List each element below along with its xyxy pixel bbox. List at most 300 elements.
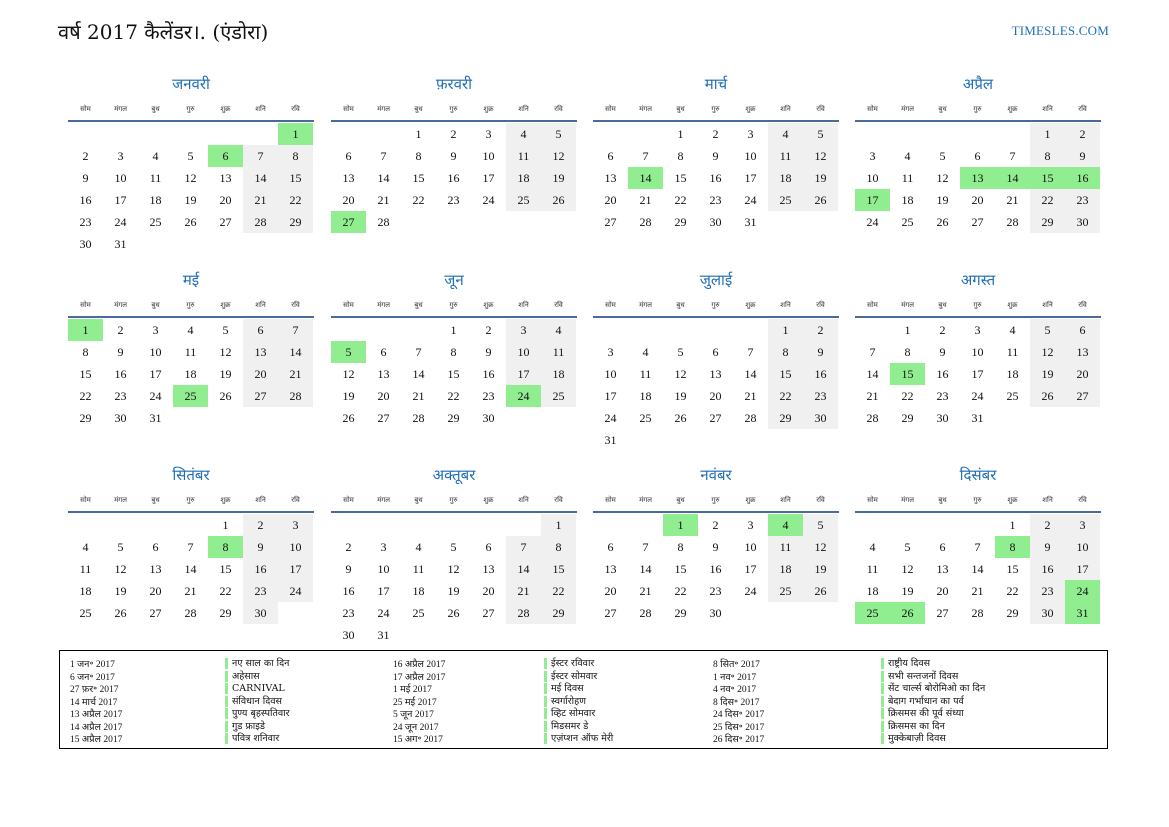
day-cell: 20	[709, 389, 722, 403]
day-cell: 18	[768, 167, 803, 189]
day-name: रवि	[291, 105, 300, 113]
holiday-name: एज़ंप्शन ऑफ मेरी	[544, 733, 613, 744]
day-cell: 5	[1030, 319, 1065, 341]
day-cell: 24	[114, 215, 127, 229]
holiday-day-cell: 15	[890, 363, 925, 385]
day-cell: 29	[219, 606, 232, 620]
month-6	[331, 270, 577, 448]
day-name: सोम	[605, 496, 616, 504]
month-12	[855, 465, 1101, 643]
day-name: रवि	[1078, 301, 1087, 309]
holiday-date: 1 मई 2017	[393, 685, 432, 695]
day-cell: 12	[803, 145, 838, 167]
month-name: अप्रैल	[962, 75, 994, 93]
day-cell: 3	[278, 514, 313, 536]
day-cell: 16	[114, 367, 127, 381]
day-cell: 9	[712, 540, 719, 554]
day-name: मंगल	[639, 105, 652, 113]
day-cell: 11	[901, 171, 914, 185]
day-cell: 31	[149, 411, 162, 425]
day-name: सोम	[605, 301, 616, 309]
day-cell: 8	[450, 345, 457, 359]
day-cell: 11	[866, 562, 879, 576]
day-cell: 29	[79, 411, 92, 425]
day-cell: 15	[447, 367, 460, 381]
day-cell: 13	[342, 171, 355, 185]
day-cell: 24	[482, 193, 495, 207]
holiday-day-cell: 27	[331, 211, 366, 233]
holiday-day-cell: 14	[995, 167, 1030, 189]
day-name: बुध	[414, 301, 423, 309]
day-cell: 27	[377, 411, 390, 425]
day-cell: 22	[674, 584, 687, 598]
day-cell: 20	[482, 584, 495, 598]
holiday-name: अहेसास	[225, 671, 260, 682]
day-cell: 30	[342, 628, 355, 642]
holiday-day-cell: 25	[173, 385, 208, 407]
day-cell: 17	[971, 367, 984, 381]
header-rule	[68, 511, 314, 513]
day-cell: 21	[243, 189, 278, 211]
day-cell: 27	[1065, 385, 1100, 407]
holiday-day-cell: 13	[960, 167, 995, 189]
day-cell: 19	[803, 558, 838, 580]
holiday-name: ईस्टर रविवार	[544, 658, 594, 669]
day-cell: 10	[114, 171, 127, 185]
day-cell: 22	[412, 193, 425, 207]
month-1	[68, 74, 314, 252]
day-cell: 22	[541, 580, 576, 602]
day-cell: 7	[243, 145, 278, 167]
day-cell: 25	[79, 606, 92, 620]
day-cell: 9	[803, 341, 838, 363]
day-name: मंगल	[114, 301, 127, 309]
day-cell: 2	[803, 319, 838, 341]
day-cell: 28	[744, 411, 757, 425]
day-cell: 19	[803, 167, 838, 189]
day-cell: 3	[869, 149, 876, 163]
day-cell: 17	[744, 171, 757, 185]
day-cell: 14	[744, 367, 757, 381]
day-cell: 13	[1065, 341, 1100, 363]
day-cell: 3	[607, 345, 614, 359]
day-cell: 18	[768, 558, 803, 580]
month-name: जनवरी	[172, 75, 210, 93]
day-cell: 15	[768, 363, 803, 385]
day-name: शुक्र	[1007, 496, 1018, 504]
day-cell: 25	[768, 189, 803, 211]
day-cell: 9	[712, 149, 719, 163]
day-cell: 14	[184, 562, 197, 576]
day-cell: 10	[149, 345, 162, 359]
day-cell: 21	[1006, 193, 1019, 207]
month-name: जुलाई	[699, 271, 733, 289]
day-cell: 12	[803, 536, 838, 558]
header-rule	[331, 316, 577, 318]
day-cell: 8	[82, 345, 89, 359]
day-name: मंगल	[901, 496, 914, 504]
holiday-name: मिडसमर डे	[544, 721, 588, 732]
day-cell: 11	[768, 145, 803, 167]
day-name: शनि	[1042, 105, 1053, 113]
day-cell: 28	[866, 411, 879, 425]
day-cell: 6	[939, 540, 946, 554]
day-cell: 20	[936, 584, 949, 598]
day-cell: 29	[1006, 606, 1019, 620]
day-cell: 9	[1030, 536, 1065, 558]
site-link[interactable]: TIMESLES.COM	[1011, 23, 1109, 38]
holiday-name: मुक्केबाज़ी दिवस	[881, 733, 946, 744]
day-cell: 13	[243, 341, 278, 363]
day-cell: 15	[412, 171, 425, 185]
day-cell: 5	[187, 149, 194, 163]
day-cell: 12	[219, 345, 232, 359]
holiday-day-cell: 5	[331, 341, 366, 363]
day-cell: 8	[278, 145, 313, 167]
header-rule	[68, 316, 314, 318]
day-cell: 7	[642, 540, 649, 554]
day-name: गुरु	[973, 301, 982, 309]
day-cell: 23	[243, 580, 278, 602]
day-cell: 17	[1065, 558, 1100, 580]
day-cell: 4	[642, 345, 649, 359]
day-cell: 5	[904, 540, 911, 554]
day-name: मंगल	[114, 105, 127, 113]
day-cell: 8	[415, 149, 422, 163]
holiday-day-cell: 8	[995, 536, 1030, 558]
day-cell: 4	[187, 323, 194, 337]
holiday-date: 26 दिस॰ 2017	[713, 735, 765, 745]
holiday-name: CARNIVAL	[225, 683, 285, 694]
day-cell: 17	[377, 584, 390, 598]
day-cell: 14	[377, 171, 390, 185]
day-cell: 4	[152, 149, 159, 163]
day-name: सोम	[80, 496, 91, 504]
day-cell: 26	[114, 606, 127, 620]
day-cell: 27	[709, 411, 722, 425]
day-cell: 1	[768, 319, 803, 341]
day-cell: 24	[971, 389, 984, 403]
day-name: शनि	[780, 301, 791, 309]
day-cell: 18	[866, 584, 879, 598]
holiday-day-cell: 1	[68, 319, 103, 341]
day-cell: 2	[939, 323, 946, 337]
day-cell: 22	[901, 389, 914, 403]
day-name: शनि	[518, 301, 529, 309]
day-cell: 17	[114, 193, 127, 207]
day-cell: 10	[866, 171, 879, 185]
day-cell: 25	[1006, 389, 1019, 403]
day-name: शनि	[1042, 496, 1053, 504]
holiday-name: सभी सन्तजनों दिवस	[881, 671, 958, 682]
holiday-date: 25 दिस॰ 2017	[713, 722, 765, 733]
day-cell: 29	[278, 211, 313, 233]
header-rule	[855, 120, 1101, 122]
day-cell: 6	[345, 149, 352, 163]
day-cell: 11	[79, 562, 92, 576]
day-name: शनि	[255, 496, 266, 504]
day-cell: 4	[869, 540, 876, 554]
day-name: शुक्र	[483, 301, 494, 309]
day-cell: 19	[901, 584, 914, 598]
month-name: सितंबर	[172, 466, 210, 484]
day-name: बुध	[938, 496, 947, 504]
holiday-date: 15 अग॰ 2017	[393, 735, 443, 745]
day-cell: 16	[447, 171, 460, 185]
day-cell: 2	[1030, 514, 1065, 536]
day-cell: 23	[709, 584, 722, 598]
holiday-date: 14 अप्रैल 2017	[70, 722, 123, 733]
day-cell: 10	[482, 149, 495, 163]
day-cell: 1	[541, 514, 576, 536]
day-cell: 22	[674, 193, 687, 207]
day-name: रवि	[554, 105, 563, 113]
day-cell: 12	[541, 145, 576, 167]
day-cell: 10	[1065, 536, 1100, 558]
day-cell: 10	[744, 540, 757, 554]
day-cell: 19	[674, 389, 687, 403]
day-cell: 21	[639, 584, 652, 598]
day-cell: 3	[747, 127, 754, 141]
holiday-date: 1 जन॰ 2017	[70, 660, 115, 670]
holiday-name: क्रिसमस का दिन	[881, 721, 945, 732]
page-title: वर्ष 2017 कैलेंडर।. (एंडोरा)	[58, 20, 269, 44]
holiday-day-cell: 26	[890, 602, 925, 624]
day-cell: 23	[936, 389, 949, 403]
day-cell: 23	[1030, 580, 1065, 602]
day-cell: 28	[243, 211, 278, 233]
day-cell: 1	[450, 323, 457, 337]
day-cell: 20	[604, 584, 617, 598]
day-cell: 11	[412, 562, 425, 576]
day-name: शनि	[780, 105, 791, 113]
day-name: सोम	[867, 496, 878, 504]
day-cell: 25	[639, 411, 652, 425]
day-cell: 2	[117, 323, 124, 337]
holiday-name: ईस्टर सोमवार	[544, 671, 597, 682]
day-cell: 16	[1030, 558, 1065, 580]
day-name: सोम	[605, 105, 616, 113]
day-cell: 31	[971, 411, 984, 425]
day-name: बुध	[414, 496, 423, 504]
day-cell: 16	[803, 363, 838, 385]
day-cell: 18	[79, 584, 92, 598]
day-cell: 13	[482, 562, 495, 576]
day-cell: 5	[939, 149, 946, 163]
day-name: मंगल	[377, 301, 390, 309]
holiday-name: स्वर्गारोहण	[544, 696, 586, 707]
day-cell: 23	[709, 193, 722, 207]
day-cell: 4	[82, 540, 89, 554]
day-name: गुरु	[449, 105, 458, 113]
day-cell: 19	[936, 193, 949, 207]
day-cell: 25	[541, 385, 576, 407]
day-cell: 1	[904, 323, 911, 337]
day-cell: 5	[803, 123, 838, 145]
day-cell: 29	[768, 407, 803, 429]
day-name: शुक्र	[220, 105, 231, 113]
day-name: बुध	[676, 496, 685, 504]
day-name: रवि	[816, 105, 825, 113]
day-cell: 28	[1006, 215, 1019, 229]
holiday-day-cell: 6	[208, 145, 243, 167]
day-cell: 3	[117, 149, 124, 163]
day-cell: 18	[149, 193, 162, 207]
day-name: शनि	[518, 496, 529, 504]
day-cell: 28	[184, 606, 197, 620]
day-name: शनि	[518, 105, 529, 113]
day-name: शनि	[780, 496, 791, 504]
day-cell: 27	[604, 606, 617, 620]
holiday-name: गुड फ्राइडे	[225, 721, 265, 732]
day-cell: 11	[184, 345, 197, 359]
day-cell: 19	[184, 193, 197, 207]
day-cell: 9	[1065, 145, 1100, 167]
day-name: शुक्र	[220, 496, 231, 504]
day-cell: 10	[377, 562, 390, 576]
holiday-day-cell: 25	[855, 602, 890, 624]
day-name: रवि	[554, 496, 563, 504]
day-cell: 8	[1030, 145, 1065, 167]
day-cell: 23	[803, 385, 838, 407]
holiday-day-cell: 24	[1065, 580, 1100, 602]
day-cell: 25	[768, 580, 803, 602]
day-cell: 26	[541, 189, 576, 211]
day-cell: 25	[149, 215, 162, 229]
day-cell: 21	[278, 363, 313, 385]
day-name: रवि	[816, 496, 825, 504]
holiday-day-cell: 17	[855, 189, 890, 211]
day-cell: 4	[904, 149, 911, 163]
day-cell: 13	[604, 171, 617, 185]
month-9	[68, 465, 314, 643]
day-name: शनि	[1042, 301, 1053, 309]
day-name: सोम	[867, 301, 878, 309]
month-3	[593, 74, 839, 252]
day-cell: 18	[412, 584, 425, 598]
day-cell: 29	[901, 411, 914, 425]
day-cell: 29	[1030, 211, 1065, 233]
day-cell: 26	[447, 606, 460, 620]
day-cell: 1	[1009, 518, 1016, 532]
holiday-day-cell: 1	[278, 123, 313, 145]
day-cell: 25	[901, 215, 914, 229]
day-cell: 5	[222, 323, 229, 337]
holiday-date: 4 नव॰ 2017	[713, 685, 757, 695]
header-rule	[593, 120, 839, 122]
day-name: बुध	[151, 301, 160, 309]
day-cell: 19	[541, 167, 576, 189]
day-cell: 19	[114, 584, 127, 598]
day-cell: 9	[939, 345, 946, 359]
day-cell: 28	[377, 215, 390, 229]
holiday-name: नए साल का दिन	[225, 658, 289, 669]
day-cell: 2	[345, 540, 352, 554]
day-cell: 17	[744, 562, 757, 576]
day-name: शुक्र	[220, 301, 231, 309]
holiday-date: 16 अप्रैल 2017	[393, 660, 446, 670]
day-cell: 27	[149, 606, 162, 620]
day-name: सोम	[80, 301, 91, 309]
day-cell: 11	[506, 145, 541, 167]
day-cell: 13	[219, 171, 232, 185]
day-cell: 22	[1030, 189, 1065, 211]
day-cell: 21	[744, 389, 757, 403]
header-rule	[331, 511, 577, 513]
day-name: रवि	[554, 301, 563, 309]
day-cell: 8	[541, 536, 576, 558]
day-cell: 15	[1006, 562, 1019, 576]
month-8	[855, 270, 1101, 448]
day-cell: 31	[114, 237, 127, 251]
holiday-name: संविधान दिवस	[225, 696, 282, 707]
day-name: शुक्र	[1007, 105, 1018, 113]
day-cell: 1	[1030, 123, 1065, 145]
day-cell: 2	[243, 514, 278, 536]
day-cell: 7	[1009, 149, 1016, 163]
month-name: दिसंबर	[959, 466, 997, 484]
day-cell: 13	[377, 367, 390, 381]
day-cell: 9	[117, 345, 124, 359]
holiday-date: 15 अप्रैल 2017	[70, 735, 123, 745]
day-cell: 15	[674, 562, 687, 576]
day-cell: 10	[278, 536, 313, 558]
day-cell: 22	[768, 385, 803, 407]
day-cell: 8	[677, 149, 684, 163]
day-cell: 8	[677, 540, 684, 554]
day-cell: 24	[377, 606, 390, 620]
holiday-date: 6 जन॰ 2017	[70, 672, 115, 683]
day-cell: 27	[936, 606, 949, 620]
day-cell: 6	[607, 540, 614, 554]
day-cell: 11	[149, 171, 162, 185]
month-name: मई	[182, 271, 200, 289]
day-cell: 5	[541, 123, 576, 145]
day-cell: 27	[971, 215, 984, 229]
day-cell: 26	[674, 411, 687, 425]
day-cell: 30	[936, 411, 949, 425]
month-11	[593, 465, 839, 643]
day-cell: 30	[709, 606, 722, 620]
day-cell: 6	[607, 149, 614, 163]
day-name: रवि	[291, 496, 300, 504]
holiday-date: 1 नव॰ 2017	[713, 672, 757, 683]
day-cell: 5	[450, 540, 457, 554]
header-rule	[593, 316, 839, 318]
day-cell: 23	[482, 389, 495, 403]
holiday-name: मई दिवस	[544, 683, 584, 694]
day-cell: 6	[380, 345, 387, 359]
day-cell: 16	[709, 562, 722, 576]
day-cell: 9	[485, 345, 492, 359]
day-name: बुध	[151, 105, 160, 113]
day-cell: 21	[971, 584, 984, 598]
day-cell: 3	[380, 540, 387, 554]
holiday-day-cell: 4	[768, 514, 803, 536]
day-cell: 30	[482, 411, 495, 425]
day-cell: 9	[82, 171, 89, 185]
header-rule	[68, 120, 314, 122]
holiday-name: पवित्र शनिवार	[225, 733, 279, 744]
day-cell: 10	[744, 149, 757, 163]
day-cell: 20	[219, 193, 232, 207]
day-cell: 31	[744, 215, 757, 229]
day-name: सोम	[867, 105, 878, 113]
day-name: गुरु	[186, 496, 195, 504]
holiday-name: क्रिसमस की पूर्व संध्या	[881, 708, 964, 719]
day-cell: 15	[79, 367, 92, 381]
day-cell: 6	[712, 345, 719, 359]
